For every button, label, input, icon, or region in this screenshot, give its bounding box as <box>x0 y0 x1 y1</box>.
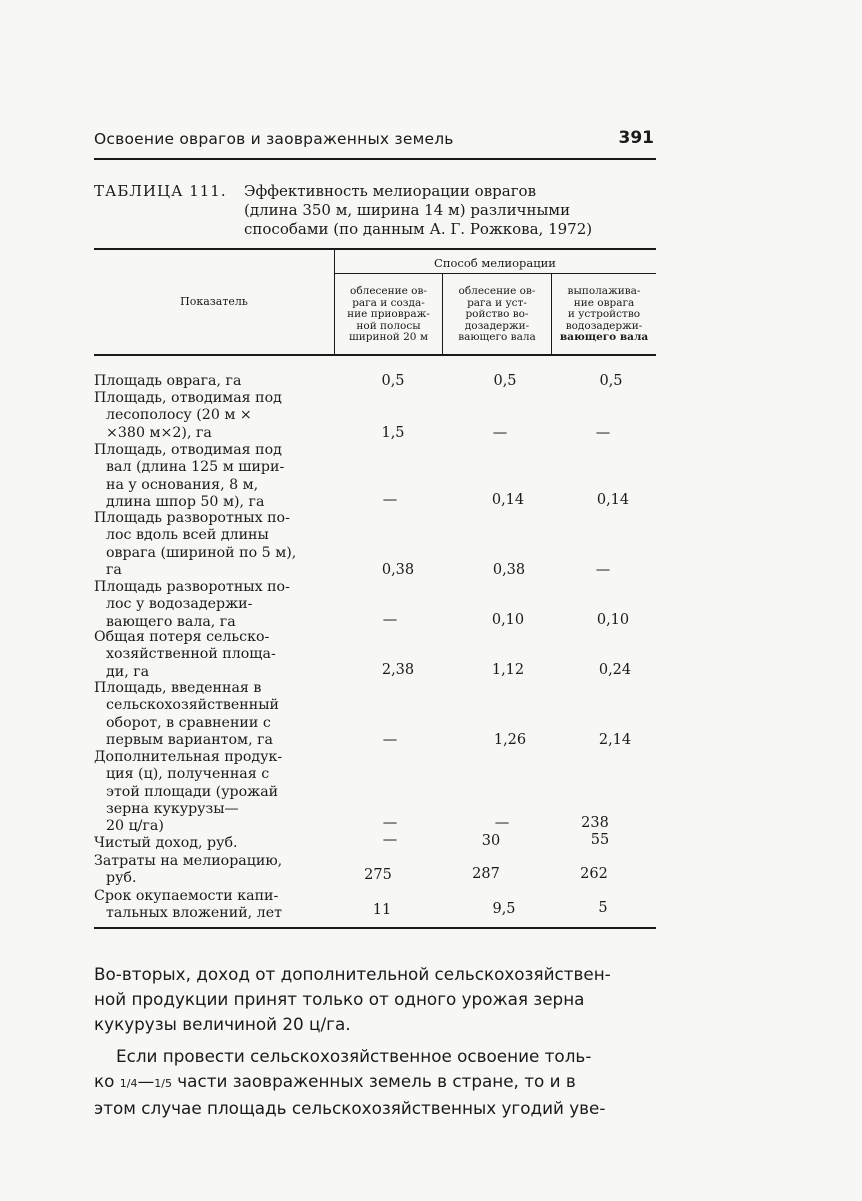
text-fragment: — <box>137 1071 155 1091</box>
running-head <box>94 126 656 156</box>
table-row-label <box>94 629 326 681</box>
table-cell: 1,12 <box>491 662 525 678</box>
label-line: Площадь разворотных по- <box>94 579 290 595</box>
table-caption-text <box>244 182 649 239</box>
caption-line: способами (по данным А. Г. Рожкова, 1972) <box>244 220 593 238</box>
label-line: вающего вала, га <box>106 613 236 630</box>
header-line: водозадержи- <box>565 319 643 332</box>
header-line: и устройство <box>567 308 641 320</box>
text-line <box>94 1069 666 1096</box>
header-indicator: Показатель <box>180 295 248 308</box>
header-column-3 <box>552 286 656 344</box>
text-line: Во-вторых, доход от дополнительной сельскохозяйствен- <box>94 964 611 984</box>
label-line: руб. <box>106 870 137 887</box>
table-row-label <box>94 510 326 579</box>
table-cell: 0,38 <box>381 562 415 578</box>
label-line: Площадь, отводимая под <box>94 390 282 406</box>
table-row-label <box>94 835 326 852</box>
header-line: ние оврага <box>573 296 635 309</box>
table-cell: — <box>382 815 398 831</box>
label-line: тальных вложений, лет <box>106 905 282 922</box>
table-row-label <box>94 749 326 835</box>
fraction: 1/4 <box>119 1077 138 1090</box>
paragraph <box>94 1044 666 1121</box>
table-cell: — <box>595 425 611 441</box>
table-cell: 30 <box>481 833 501 849</box>
table-cell: 0,14 <box>491 492 525 508</box>
table-cell: 1,26 <box>493 732 527 748</box>
label-line: Площадь оврага, га <box>94 373 242 389</box>
label-line: вал (длина 125 м шири- <box>106 459 285 476</box>
table-row-label <box>94 579 326 631</box>
label-line: этой площади (урожай <box>106 783 279 800</box>
header-line: облесение ов- <box>458 285 536 297</box>
table-cell: 0,14 <box>596 492 630 508</box>
label-line: ди, га <box>106 663 150 680</box>
table-cell: 0,10 <box>596 612 630 628</box>
table-cell: 287 <box>472 866 500 882</box>
label-line: 20 ц/га) <box>106 818 164 835</box>
text-line: Если провести сельскохозяйственное освоение толь- <box>116 1046 592 1066</box>
header-line: рага и созда- <box>352 296 425 309</box>
table-row-label <box>94 680 326 749</box>
label-line: Срок окупаемости капи- <box>94 888 279 904</box>
table-cell: — <box>494 815 510 831</box>
table-cell: 0,38 <box>492 562 526 578</box>
label-line: хозяйственной площа- <box>106 646 276 663</box>
header-line: выполажива- <box>567 285 641 297</box>
group-header-rule <box>334 273 656 274</box>
label-line: Дополнительная продук- <box>94 749 283 765</box>
table-cell: 55 <box>590 832 610 848</box>
header-line: облесение ов- <box>350 285 427 297</box>
text-fragment: части заовраженных земель в стране, то и в <box>171 1071 576 1091</box>
header-line: ной полосы <box>356 319 421 332</box>
table-cell: 5 <box>598 900 608 916</box>
table-cell: 275 <box>364 867 392 883</box>
table-cell: 9,5 <box>492 901 516 917</box>
table-cell: 238 <box>581 815 609 831</box>
header-method-group: Способ мелиорации <box>434 256 556 270</box>
table-row-label <box>94 442 326 511</box>
table-caption-label: ТАБЛИЦА 111. <box>94 182 227 200</box>
table-cell: — <box>382 612 398 628</box>
table-row-label <box>94 888 326 923</box>
table-cell: — <box>382 832 398 848</box>
running-head-rule <box>94 158 656 160</box>
table-bottom-rule <box>94 927 656 929</box>
header-column-1 <box>335 286 442 344</box>
paragraph <box>94 962 666 1037</box>
label-line: ция (ц), полученная с <box>106 766 270 783</box>
page-number: 391 <box>618 128 654 148</box>
table-row-label <box>94 853 326 888</box>
table-cell: 0,5 <box>493 373 517 389</box>
label-line: лесополосу (20 м × <box>106 407 252 424</box>
table-cell: 0,10 <box>491 612 525 628</box>
fraction: 1/5 <box>154 1077 172 1090</box>
text-fragment: ко <box>94 1071 120 1091</box>
header-line: рага и уст- <box>467 296 527 309</box>
label-line: Площадь, отводимая под <box>94 442 282 458</box>
label-line: га <box>106 561 122 578</box>
header-column-2 <box>443 286 551 344</box>
header-line: ние приовраж- <box>347 308 430 320</box>
caption-line: Эффективность мелиорации оврагов <box>244 182 537 200</box>
label-line: ×380 м×2), га <box>106 424 212 441</box>
header-line: вающего вала <box>559 331 649 343</box>
label-line: Площадь разворотных по- <box>94 510 290 526</box>
table-cell: 2,38 <box>381 662 415 678</box>
table-cell: 0,24 <box>598 662 632 678</box>
table-cell: 262 <box>580 866 608 882</box>
running-head-title: Освоение оврагов и заовраженных земель <box>94 130 454 148</box>
label-line: длина шпор 50 м), га <box>106 493 265 510</box>
label-line: оборот, в сравнении с <box>106 714 271 731</box>
table-cell: 1,5 <box>381 425 405 441</box>
label-line: оврага (шириной по 5 м), <box>106 544 297 561</box>
table-cell: 0,5 <box>599 373 623 389</box>
header-line: дозадержи- <box>464 319 530 332</box>
label-line: Затраты на мелиорацию, <box>94 853 283 869</box>
label-line: Чистый доход, руб. <box>94 835 238 851</box>
label-line: первым вариантом, га <box>106 731 273 748</box>
text-line: кукурузы величиной 20 ц/га. <box>94 1014 351 1034</box>
label-line: Площадь, введенная в <box>94 680 262 696</box>
table-cell: — <box>382 732 398 748</box>
body-text <box>94 962 666 1121</box>
label-line: сельскохозяйственный <box>106 697 279 714</box>
table-cell: 0,5 <box>381 373 405 389</box>
label-line: зерна кукурузы— <box>106 800 239 817</box>
table-top-rule <box>94 248 656 250</box>
header-line: шириной 20 м <box>348 331 428 343</box>
label-line: лос у водозадержи- <box>106 596 253 613</box>
header-bottom-rule <box>94 354 656 356</box>
label-line: лос вдоль всей длины <box>106 527 269 544</box>
text-line: этом случае площадь сельскохозяйственных угодий уве- <box>94 1098 606 1118</box>
table-cell: — <box>492 425 508 441</box>
table-cell: — <box>595 562 611 578</box>
table-row-label <box>94 390 326 442</box>
header-line: ройство во- <box>465 308 529 320</box>
table-cell: 11 <box>372 902 392 918</box>
table-row-label <box>94 373 326 390</box>
table-cell: — <box>382 492 398 508</box>
header-line: вающего вала <box>458 331 536 343</box>
label-line: на у основания, 8 м, <box>106 476 259 493</box>
text-line: ной продукции принят только от одного урожая зерна <box>94 989 585 1009</box>
table-cell: 2,14 <box>598 732 632 748</box>
caption-line: (длина 350 м, ширина 14 м) различными <box>244 201 571 219</box>
label-line: Общая потеря сельско- <box>94 629 270 645</box>
